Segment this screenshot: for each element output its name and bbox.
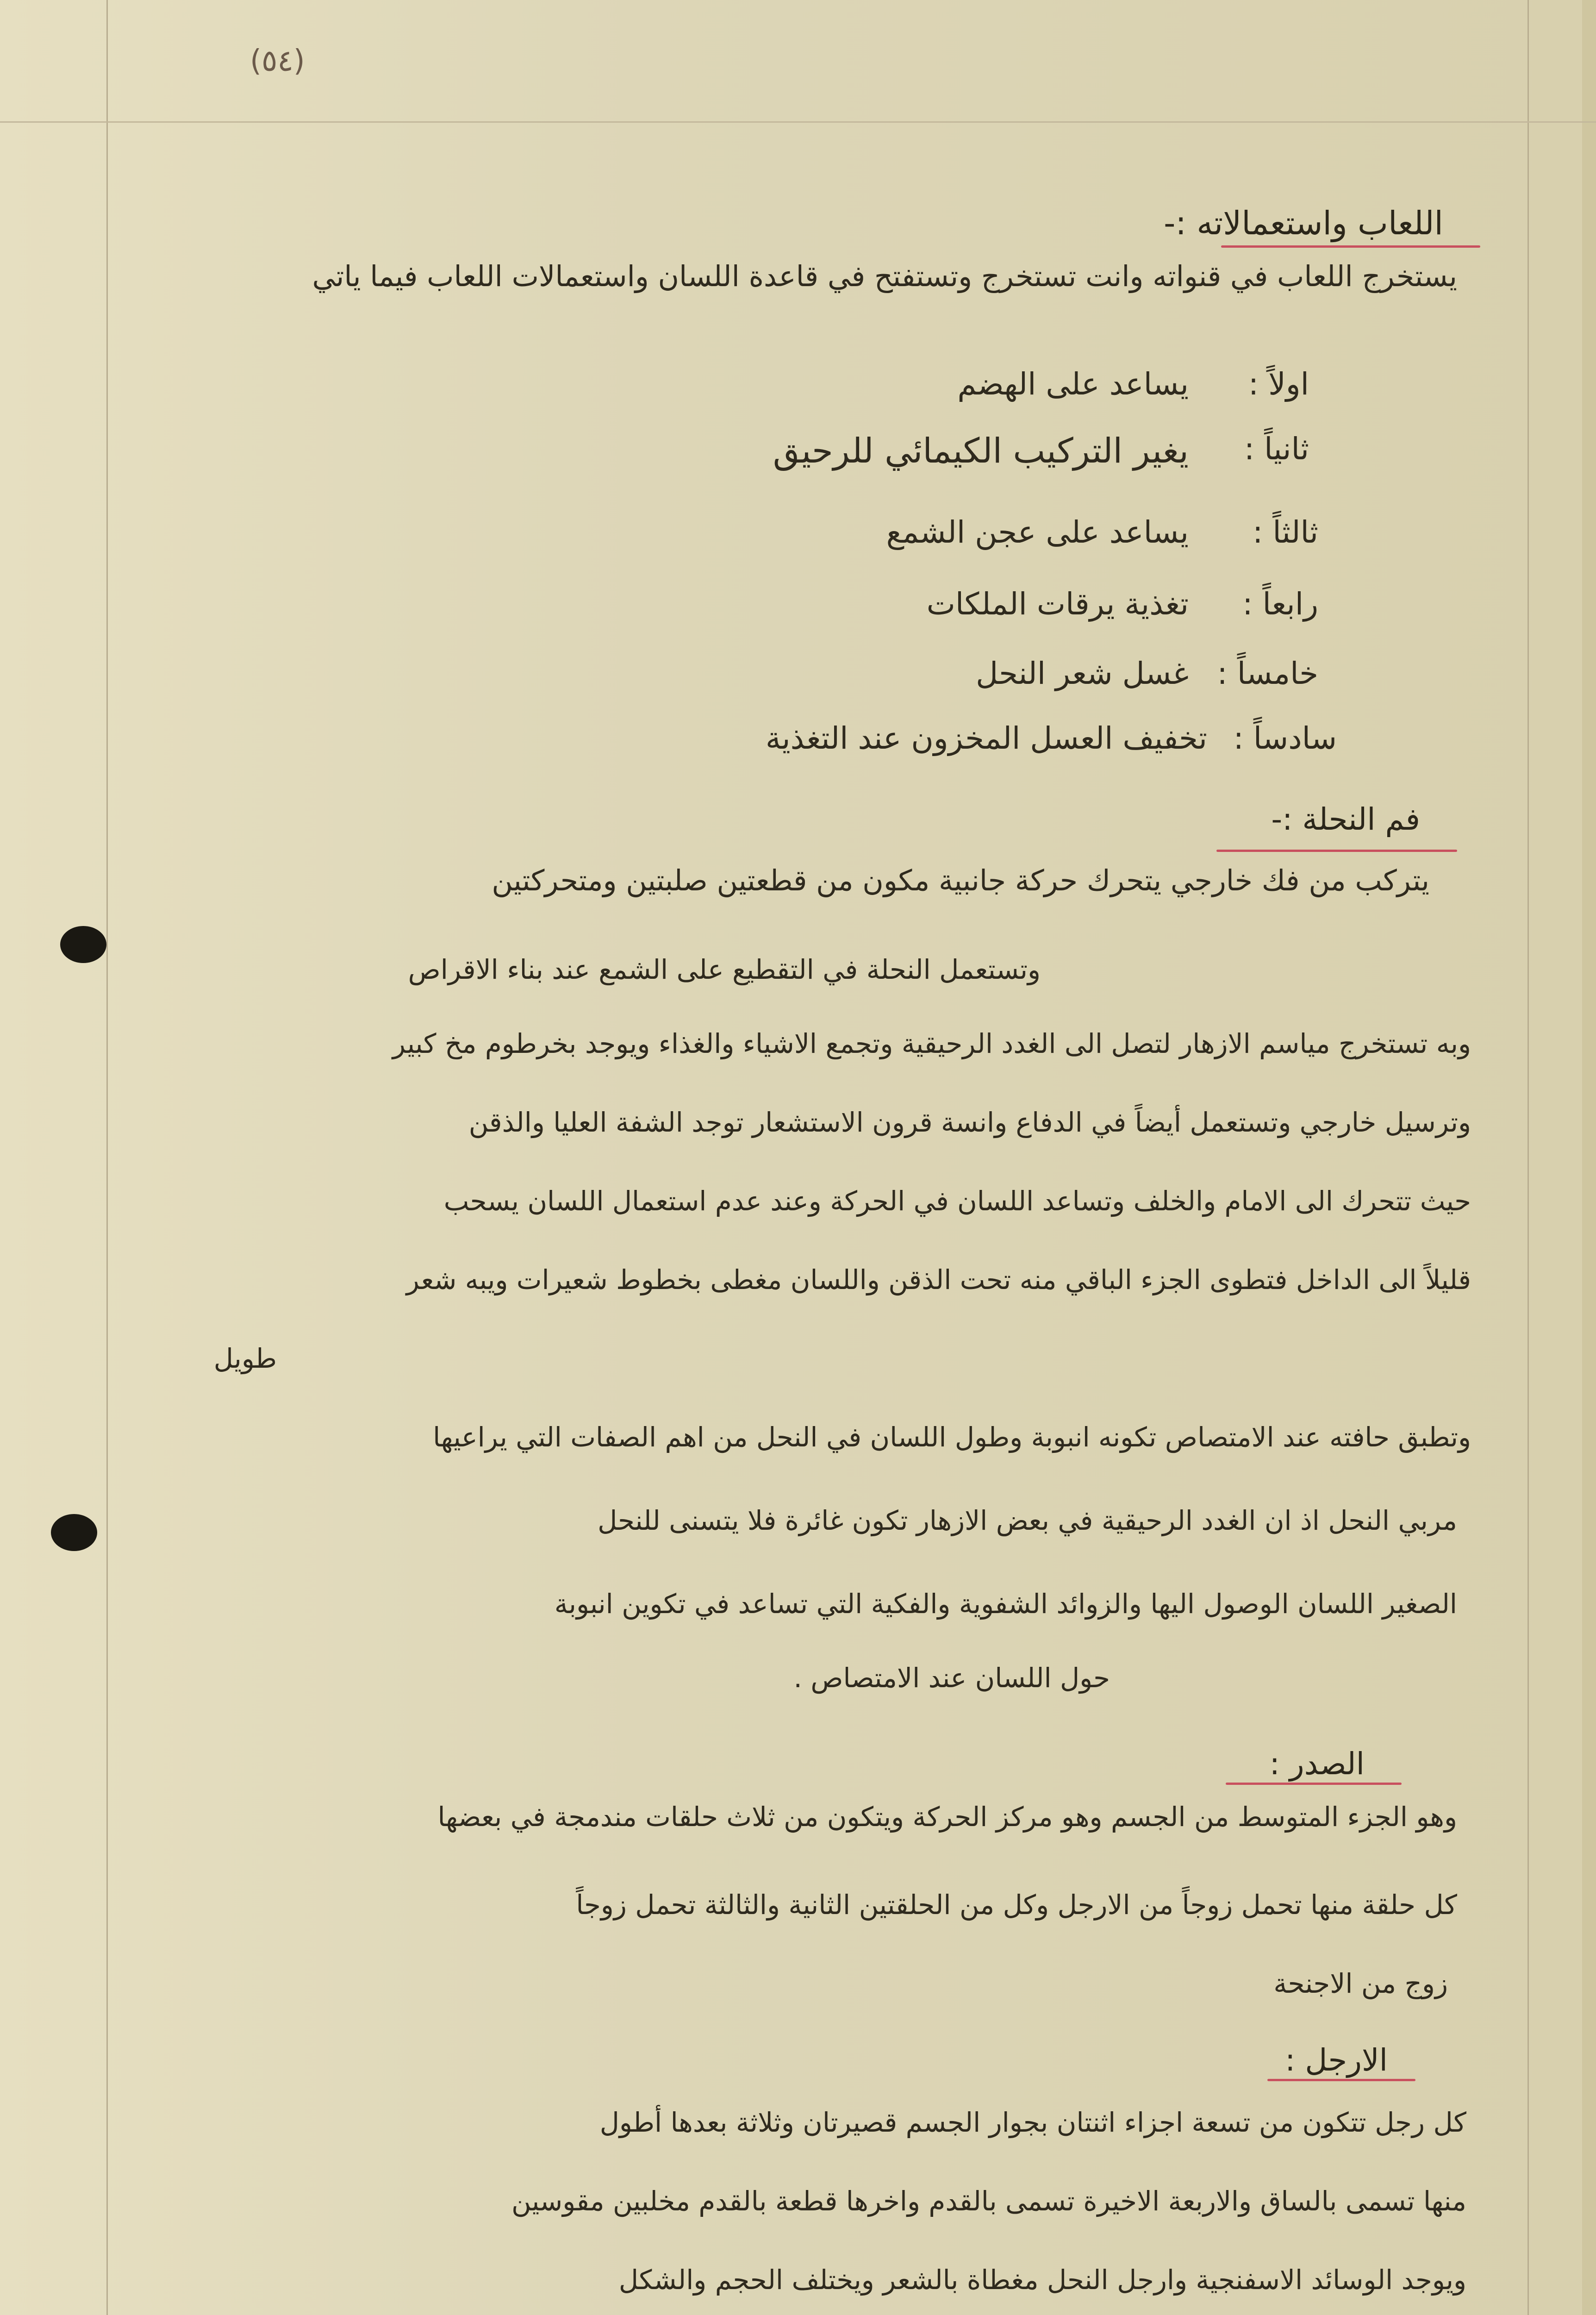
list-text: غسل شعر النحل [976, 656, 1189, 691]
paragraph-line: وهو الجزء المتوسط من الجسم وهو مركز الحركة ويتكون من ثلاث حلقات مندمجة في بعضها [437, 1801, 1457, 1833]
paper-edge [1582, 0, 1596, 2315]
paragraph-line: وتستعمل النحلة في التقطيع على الشمع عند بناء الاقراص [408, 954, 1041, 985]
list-text: يساعد على الهضم [957, 366, 1189, 402]
heading-underline [1221, 245, 1480, 248]
paragraph-line: يستخرج اللعاب في قنواته وانت تستخرج وتستفتح في قاعدة اللسان واستعمالات اللعاب فيما ياتي [312, 259, 1457, 293]
left-margin-rule [106, 0, 108, 2315]
section-heading: اللعاب واستعمالاته :- [1164, 204, 1443, 242]
list-text: تخفيف العسل المخزون عند التغذية [765, 720, 1207, 756]
paragraph-line: مربي النحل اذ ان الغدد الرحيقية في بعض الازهار تكون غائرة فلا يتسنى للنحل [598, 1505, 1457, 1536]
punch-hole [60, 926, 106, 963]
right-margin-rule [1527, 0, 1529, 2315]
paragraph-line: كل حلقة منها تحمل زوجاً من الارجل وكل من الحلقتين الثانية والثالثة تحمل زوجاً [576, 1889, 1457, 1921]
list-label: سادساً : [1233, 720, 1337, 756]
section-heading: الصدر : [1269, 1746, 1365, 1782]
section-heading: الارجل : [1285, 2042, 1388, 2078]
paragraph-line: منها تسمى بالساق والاربعة الاخيرة تسمى بالقدم واخرها قطعة بالقدم مخلبين مقوسين [511, 2185, 1466, 2217]
paragraph-line: حيث تتحرك الى الامام والخلف وتساعد اللسان في الحركة وعند عدم استعمال اللسان يسحب [443, 1185, 1471, 1217]
paragraph-line: وترسيل خارجي وتستعمل أيضاً في الدفاع وانسة قرون الاستشعار توجد الشفة العليا والذقن [468, 1107, 1471, 1138]
paragraph-line: طويل [213, 1343, 277, 1374]
page-number: (٥٤) [250, 44, 305, 78]
list-text: يغير التركيب الكيمائي للرحيق [773, 431, 1189, 471]
heading-underline [1226, 1783, 1402, 1785]
paragraph-line: قليلاً الى الداخل فتطوى الجزء الباقي منه تحت الذقن واللسان مغطى بخطوط شعيرات ويبه شعر [406, 1264, 1471, 1295]
top-margin-rule [0, 121, 1596, 123]
list-label: ثانياً : [1244, 431, 1309, 467]
paragraph-line: وتطبق حافته عند الامتصاص تكونه انبوبة وطول اللسان في النحل من اهم الصفات التي يراعيها [433, 1421, 1471, 1453]
list-label: رابعاً : [1242, 586, 1318, 622]
list-label: ثالثاً : [1253, 514, 1318, 550]
paragraph-line: حول اللسان عند الامتصاص . [793, 1662, 1110, 1694]
paragraph-line: ويوجد الوسائد الاسفنجية وارجل النحل مغطاة بالشعر ويختلف الحجم والشكل [618, 2264, 1466, 2296]
list-text: يساعد على عجن الشمع [886, 514, 1189, 550]
heading-underline [1216, 850, 1457, 852]
paragraph-line: وبه تستخرج مياسم الازهار لتصل الى الغدد الرحيقية وتجمع الاشياء والغذاء ويوجد بخرطوم مخ كبير [392, 1028, 1471, 1059]
list-label: خامساً : [1217, 656, 1318, 691]
paragraph-line: يتركب من فك خارجي يتحرك حركة جانبية مكون من قطعتين صلبتين ومتحركتين [492, 863, 1429, 897]
paragraph-line: زوج من الاجنحة [1273, 1968, 1448, 1999]
section-heading: فم النحلة :- [1271, 801, 1420, 837]
punch-hole [51, 1514, 97, 1551]
heading-underline [1267, 2079, 1415, 2081]
paragraph-line: كل رجل تتكون من تسعة اجزاء اثنتان بجوار الجسم قصيرتان وثلاثة بعدها أطول [599, 2107, 1466, 2138]
paragraph-line: الصغير اللسان الوصول اليها والزوائد الشفوية والفكية التي تساعد في تكوين انبوبة [554, 1588, 1457, 1620]
list-text: تغذية يرقات الملكات [926, 586, 1189, 622]
list-label: اولاً : [1248, 366, 1309, 402]
